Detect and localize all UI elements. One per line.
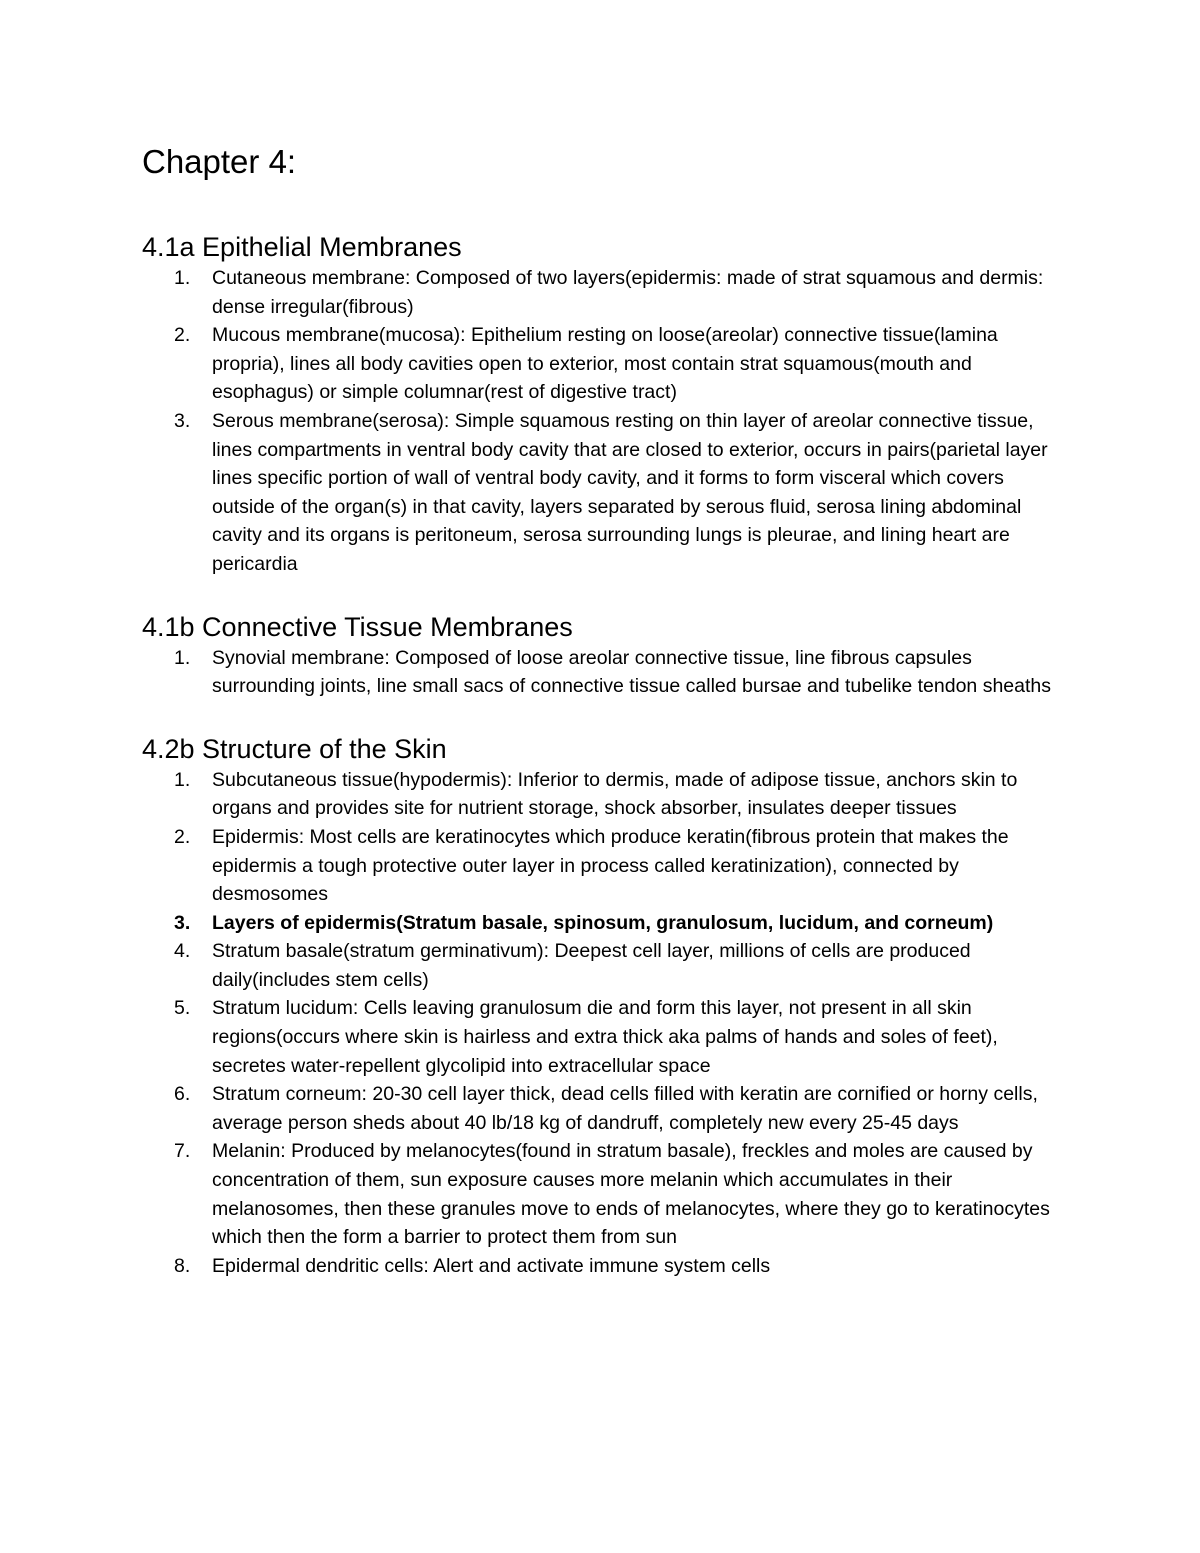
item-number: 1. [174,267,191,289]
item-text: Stratum lucidum: Cells leaving granulosum die and form this layer, not present in all skin regions(occurs where skin is hairless and extra thick aka palms of hands and soles of feet), secretes water-repellent glycolipid into extracellular space [212,997,998,1077]
list-item [142,1137,1062,1251]
list-item [142,644,1062,701]
item-text: Melanin: Produced by melanocytes(found in stratum basale), freckles and moles are caused by concentration of them, sun exposure causes more melanin which accumulates in their melanosomes, then these granules move to ends of melanocytes, where they go to keratinocytes which then the form a barrier to protect them from sun [212,1140,1050,1249]
list-item [142,1252,1062,1281]
item-number: 2. [174,825,191,848]
list-item [142,407,1062,579]
list-item [142,823,1062,909]
item-text: Subcutaneous tissue(hypodermis): Inferior to dermis, made of adipose tissue, anchors skin to organs and provides site for nutrient storage, shock absorber, insulates deeper tissues [212,768,1018,820]
item-number: 2. [174,324,191,347]
section-connective-tissue-membranes [142,610,1062,701]
item-number: 7. [174,1140,191,1163]
document-page [142,140,1062,1280]
item-number: 1. [174,768,191,791]
list-item [142,1080,1062,1137]
item-number: 3. [174,409,191,432]
item-number: 1. [174,646,191,669]
item-number: 8. [174,1254,191,1277]
item-text: Serous membrane(serosa): Simple squamous resting on thin layer of areolar connective tissue, lines compartments in ventral body cavity that are closed to exterior, occurs in pairs(parietal layer lines specific portion of wall of ventral body cavity, and it forms to form visceral which covers outside of the organ(s) in that cavity, layers separated by serous fluid, serosa lining abdominal cavity and its organs is peritoneum, serosa surrounding lungs is pleurae, and lining heart are pericardia [212,409,1048,575]
section-epithelial-membranes [142,230,1062,579]
item-number: 6. [174,1083,191,1106]
item-text: Stratum corneum: 20-30 cell layer thick, dead cells filled with keratin are cornified or horny cells, average person sheds about 40 lb/18 kg of dandruff, completely new every 25-45 days [212,1083,1038,1134]
section-heading: 4.1a Epithelial Membranes [142,232,462,262]
numbered-list [142,766,1062,1281]
item-number: 4. [174,940,191,963]
section-heading: 4.1b Connective Tissue Membranes [142,611,573,642]
item-number: 3. [174,911,191,934]
item-text: Cutaneous membrane: Composed of two layers(epidermis: made of strat squamous and dermis: dense irregular(fibrous) [212,267,1044,318]
list-item [142,994,1062,1080]
list-item [142,937,1062,994]
numbered-list [142,264,1062,579]
section-structure-of-skin [142,732,1062,1281]
item-text: Stratum basale(stratum germinativum): Deepest cell layer, millions of cells are produced daily(includes stem cells) [212,940,971,991]
list-item [142,321,1062,407]
list-item [142,766,1062,823]
numbered-list [142,644,1062,701]
item-text: Epidermal dendritic cells: Alert and activate immune system cells [212,1254,771,1277]
item-number: 5. [174,997,191,1020]
item-text: Epidermis: Most cells are keratinocytes which produce keratin(fibrous protein that makes the epidermis a tough protective outer layer in process called keratinization), connected by desmosomes [212,825,1009,906]
list-item [142,909,1062,938]
item-text: Synovial membrane: Composed of loose areolar connective tissue, line fibrous capsules surrounding joints, line small sacs of connective tissue called bursae and tubelike tendon sheaths [212,646,1051,698]
section-heading: 4.2b Structure of the Skin [142,733,447,764]
item-text: Mucous membrane(mucosa): Epithelium resting on loose(areolar) connective tissue(lamina propria), lines all body cavities open to exterior, most contain strat squamous(mouth and esophagus) or simple columnar(rest of digestive tract) [212,324,998,404]
list-item [142,264,1062,321]
item-text: Layers of epidermis(Stratum basale, spinosum, granulosum, lucidum, and corneum) [212,911,994,934]
chapter-title: Chapter 4: [142,143,297,180]
